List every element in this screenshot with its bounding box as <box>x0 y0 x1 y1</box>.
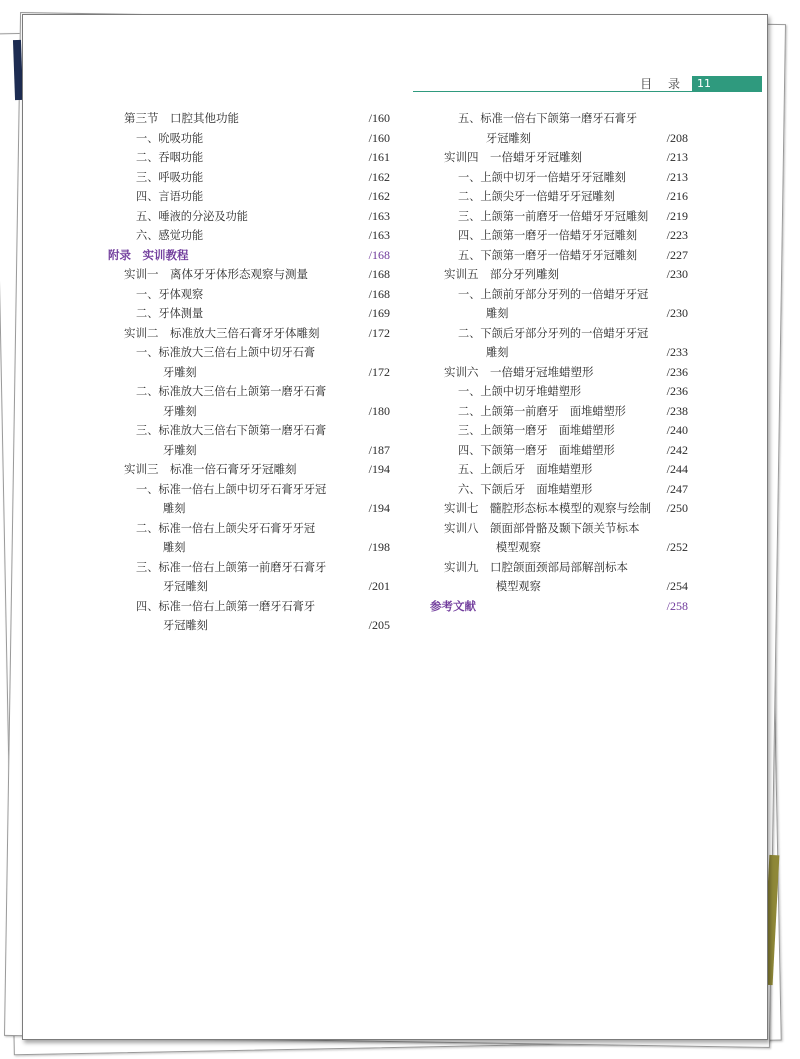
toc-entry <box>406 265 688 285</box>
toc-entry-title: 三、呼吸功能 <box>136 170 204 184</box>
toc-entry-title: 实训六 一倍蜡牙冠堆蜡塑形 <box>444 364 594 379</box>
toc-entry-title: 一、标准放大三倍右上颌中切牙石膏 <box>136 346 316 359</box>
toc-entry-page: /201 <box>368 579 390 593</box>
toc-entry-page: /223 <box>666 228 688 242</box>
toc-entry-title: 牙雕刻 <box>163 443 197 457</box>
toc-entry <box>108 285 390 305</box>
toc-entry-page: /219 <box>666 208 688 223</box>
toc-entry-page: /163 <box>368 228 390 242</box>
toc-left-column <box>108 109 390 636</box>
toc-entry-title: 牙冠雕刻 <box>163 580 208 593</box>
toc-entry-page: /213 <box>666 150 688 164</box>
toc-right-column <box>406 109 688 616</box>
toc-entry-page: /230 <box>666 306 688 320</box>
toc-entry-title: 三、标准一倍右上颌第一前磨牙石膏牙 <box>136 560 327 574</box>
toc-entry-title: 模型观察 <box>496 580 541 593</box>
toc-entry-page: /205 <box>368 618 390 632</box>
toc-entry-page: /252 <box>666 540 688 554</box>
toc-entry-title: 一、上颌中切牙一倍蜡牙牙冠雕刻 <box>458 170 626 184</box>
toc-entry <box>108 499 390 519</box>
toc-entry-title: 四、下颌第一磨牙 面堆蜡塑形 <box>458 443 615 457</box>
toc-entry-page: /172 <box>368 325 390 340</box>
toc-entry-title: 五、标准一倍右下颌第一磨牙石膏牙 <box>458 112 638 125</box>
toc-entry-title: 二、下颌后牙部分牙列的一倍蜡牙牙冠 <box>458 326 649 340</box>
toc-entry-page: /187 <box>368 442 390 457</box>
toc-entry-title: 实训三 标准一倍石膏牙牙冠雕刻 <box>124 462 297 476</box>
toc-entry <box>108 480 390 500</box>
toc-entry <box>108 616 390 636</box>
book-page <box>22 14 768 1040</box>
toc-entry <box>108 187 390 207</box>
toc-entry-title: 三、上颌第一磨牙 面堆蜡塑形 <box>458 424 615 437</box>
toc-entry <box>108 265 390 285</box>
toc-entry-page: /168 <box>368 247 390 262</box>
toc-entry-page: /213 <box>666 169 688 184</box>
toc-entry-page: /172 <box>368 364 390 379</box>
toc-entry <box>406 246 688 266</box>
toc-entry <box>406 421 688 441</box>
toc-entry-page: /160 <box>368 111 390 125</box>
toc-entry-title: 四、言语功能 <box>136 190 204 203</box>
toc-entry-title: 雕刻 <box>163 502 186 515</box>
toc-entry-title: 雕刻 <box>163 541 186 554</box>
toc-entry <box>406 441 688 461</box>
toc-entry <box>406 363 688 383</box>
header-title: 目 录 <box>640 77 686 91</box>
toc-entry <box>108 538 390 558</box>
toc-entry-page: /236 <box>666 384 688 398</box>
toc-entry-page: /168 <box>368 286 390 301</box>
toc-entry-page: /162 <box>368 169 390 184</box>
toc-entry <box>406 187 688 207</box>
toc-entry <box>108 324 390 344</box>
toc-entry-page: /162 <box>368 189 390 203</box>
toc-entry <box>406 597 688 617</box>
toc-entry-title: 牙冠雕刻 <box>163 619 208 632</box>
toc-entry <box>406 129 688 149</box>
toc-entry-page: /198 <box>368 540 390 554</box>
toc-entry <box>108 363 390 383</box>
toc-entry-title: 附录 实训教程 <box>108 247 189 262</box>
toc-entry-title: 实训七 髓腔形态标本模型的观察与绘制 <box>444 501 651 515</box>
toc-entry-title: 牙雕刻 <box>163 365 197 379</box>
toc-entry-title: 六、感觉功能 <box>136 229 204 242</box>
toc-entry <box>406 519 688 539</box>
toc-entry-title: 二、标准一倍右上颌尖牙石膏牙牙冠 <box>136 521 316 535</box>
toc-entry-page: /161 <box>368 150 390 164</box>
toc-entry <box>108 168 390 188</box>
toc-entry-title: 四、上颌第一磨牙一倍蜡牙牙冠雕刻 <box>458 229 638 242</box>
toc-entry-page: /242 <box>666 442 688 457</box>
toc-entry <box>406 343 688 363</box>
toc-entry-title: 三、上颌第一前磨牙一倍蜡牙牙冠雕刻 <box>458 209 649 223</box>
toc-entry-page: /244 <box>666 462 688 476</box>
toc-entry <box>406 480 688 500</box>
toc-entry-title: 五、唾液的分泌及功能 <box>136 209 248 223</box>
toc-entry-title: 实训一 离体牙牙体形态观察与测量 <box>124 267 308 281</box>
toc-entry <box>108 421 390 441</box>
toc-entry <box>108 226 390 246</box>
toc-entry-title: 一、牙体观察 <box>136 287 204 301</box>
toc-entry-title: 实训九 口腔颌面颈部局部解剖标本 <box>444 559 628 574</box>
toc-entry-title: 六、下颌后牙 面堆蜡塑形 <box>458 482 593 496</box>
toc-entry <box>406 109 688 129</box>
toc-entry <box>108 304 390 324</box>
toc-entry <box>108 246 390 266</box>
toc-entry-page: /194 <box>368 462 390 476</box>
toc-entry <box>108 558 390 578</box>
toc-entry <box>406 382 688 402</box>
toc-entry <box>108 207 390 227</box>
toc-entry <box>108 129 390 149</box>
toc-entry-title: 实训四 一倍蜡牙牙冠雕刻 <box>444 150 582 164</box>
toc-entry-page: /216 <box>666 189 688 203</box>
toc-entry-page: /250 <box>666 501 688 515</box>
header-page-number: 11 <box>692 76 762 92</box>
toc-entry <box>406 285 688 305</box>
toc-entry <box>108 460 390 480</box>
toc-entry <box>406 324 688 344</box>
toc-entry-title: 实训五 部分牙列雕刻 <box>444 267 559 281</box>
toc-entry <box>108 577 390 597</box>
toc-entry-page: /236 <box>666 364 688 379</box>
toc-entry-title: 牙雕刻 <box>163 404 197 418</box>
toc-entry <box>406 577 688 597</box>
toc-entry-page: /168 <box>368 267 390 281</box>
toc-entry <box>406 207 688 227</box>
toc-entry <box>406 538 688 558</box>
toc-entry-page: /247 <box>666 481 688 496</box>
toc-entry <box>406 460 688 480</box>
toc-entry <box>108 519 390 539</box>
toc-entry-page: /180 <box>368 403 390 418</box>
toc-entry <box>108 597 390 617</box>
toc-entry <box>108 109 390 129</box>
toc-entry-page: /238 <box>666 403 688 418</box>
toc-entry <box>406 558 688 578</box>
toc-entry-title: 雕刻 <box>486 346 509 359</box>
toc-entry-title: 一、标准一倍右上颌中切牙石膏牙牙冠 <box>136 482 327 496</box>
toc-entry-page: /208 <box>666 130 688 145</box>
toc-entry-title: 实训八 颌面部骨骼及颞下颌关节标本 <box>444 520 640 535</box>
toc-entry <box>406 304 688 324</box>
toc-entry-title: 三、标准放大三倍右下颌第一磨牙石膏 <box>136 424 327 437</box>
toc-entry-title: 五、上颌后牙 面堆蜡塑形 <box>458 463 593 476</box>
toc-entry-title: 雕刻 <box>486 307 509 320</box>
toc-entry-page: /169 <box>368 306 390 320</box>
toc-entry-page: /233 <box>666 345 688 359</box>
toc-entry <box>406 168 688 188</box>
toc-entry <box>406 499 688 519</box>
toc-entry <box>108 441 390 461</box>
toc-entry-page: /258 <box>666 598 688 613</box>
toc-entry <box>108 343 390 363</box>
toc-entry-title: 参考文献 <box>430 598 476 613</box>
toc-entry-title: 第三节 口腔其他功能 <box>124 111 239 125</box>
toc-entry-title: 二、上颌尖牙一倍蜡牙牙冠雕刻 <box>458 190 615 203</box>
toc-entry-title: 一、上颌前牙部分牙列的一倍蜡牙牙冠 <box>458 287 649 301</box>
toc-entry-page: /240 <box>666 423 688 437</box>
toc-entry <box>406 402 688 422</box>
toc-entry-title: 二、上颌第一前磨牙 面堆蜡塑形 <box>458 404 626 418</box>
toc-entry-page: /194 <box>368 501 390 515</box>
toc-entry-title: 二、标准放大三倍右上颌第一磨牙石膏 <box>136 385 327 398</box>
toc-entry-page: /227 <box>666 247 688 262</box>
toc-entry-title: 一、吮吸功能 <box>136 131 204 145</box>
toc-entry-title: 五、下颌第一磨牙一倍蜡牙牙冠雕刻 <box>458 248 638 262</box>
toc-entry <box>108 148 390 168</box>
toc-entry-page: /254 <box>666 579 688 593</box>
toc-entry-title: 模型观察 <box>496 541 541 554</box>
toc-entry-title: 实训二 标准放大三倍石膏牙牙体雕刻 <box>124 325 320 340</box>
toc-entry <box>406 148 688 168</box>
toc-entry <box>406 226 688 246</box>
toc-entry-title: 四、标准一倍右上颌第一磨牙石膏牙 <box>136 599 316 613</box>
toc-entry-title: 牙冠雕刻 <box>486 131 531 145</box>
toc-entry-title: 一、上颌中切牙堆蜡塑形 <box>458 385 582 398</box>
toc-entry-page: /160 <box>368 130 390 145</box>
page-header <box>23 76 767 92</box>
toc-entry <box>108 382 390 402</box>
toc-entry-title: 二、吞咽功能 <box>136 151 204 164</box>
toc-entry-page: /230 <box>666 267 688 281</box>
toc-entry <box>108 402 390 422</box>
toc-entry-page: /163 <box>368 208 390 223</box>
toc-entry-title: 二、牙体测量 <box>136 307 204 320</box>
